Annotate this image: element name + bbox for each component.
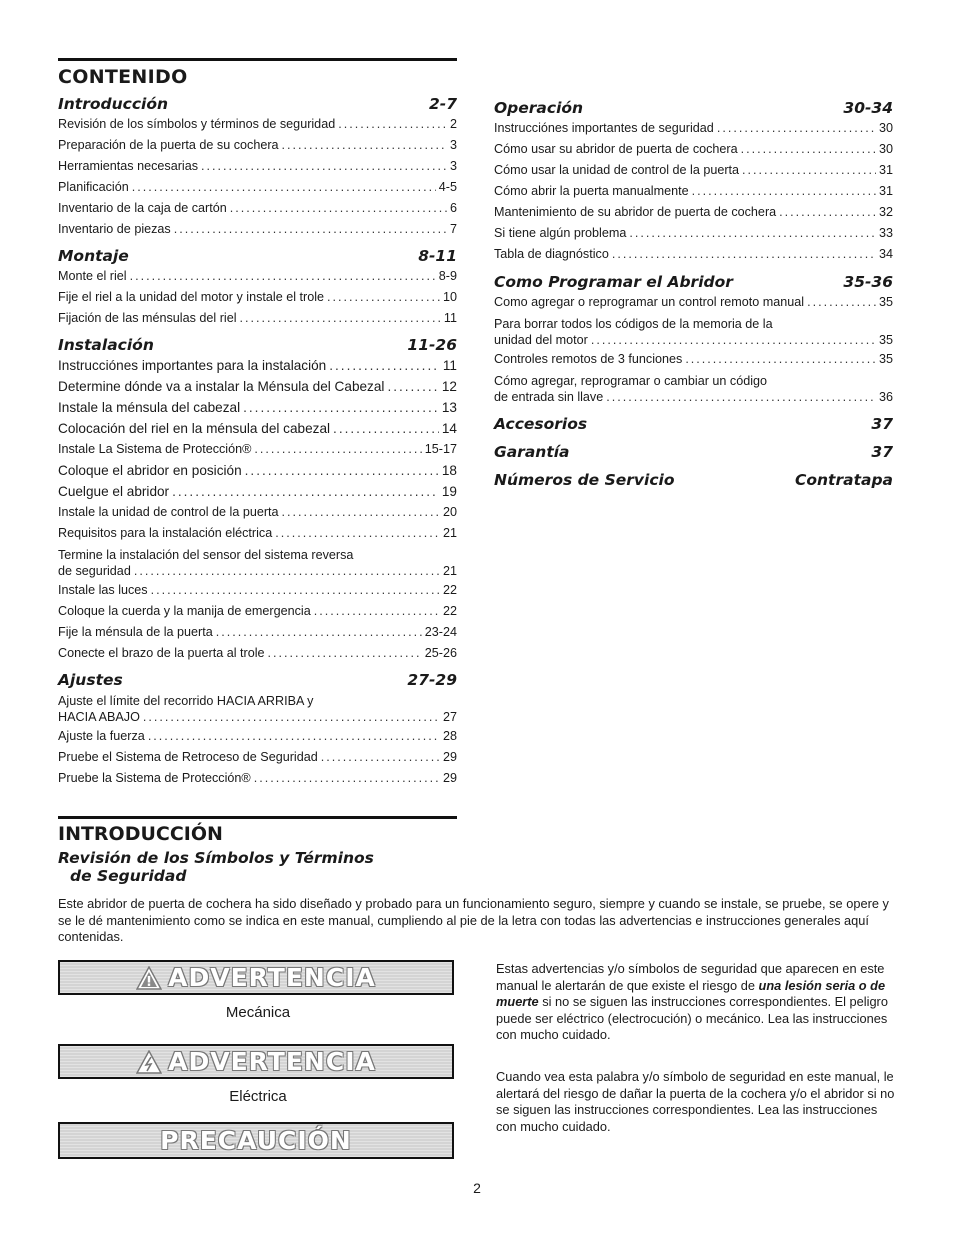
toc-entry (58, 418, 457, 439)
toc-entry-title: Cómo usar su abridor de puerta de cochera (494, 142, 738, 156)
dot-leader (807, 292, 876, 313)
toc-entry-page: 15-17 (424, 442, 457, 456)
toc-entry-page: 31 (878, 163, 893, 177)
dot-leader (742, 160, 876, 181)
toc-entry-page: 3 (449, 138, 457, 152)
dot-leader (243, 397, 439, 418)
toc-entry-page: 2 (449, 117, 457, 131)
toc-entry-page: 33 (878, 226, 893, 240)
toc-entry (494, 332, 893, 349)
toc-entry-title: de seguridad (58, 564, 131, 578)
section-pages: Contratapa (795, 471, 893, 489)
toc-entry (58, 523, 457, 544)
section-pages: 2-7 (428, 95, 457, 113)
dot-leader (629, 223, 876, 244)
caution-explanation: Cuando vea esta palabra y/o símbolo de seguridad en este manual, le alertará del riesgo de dañar la puerta de la cochera y/o el abridor si no se siguen las instrucciones correspondientes. Lea las instrucciones con mucho cuidado. (496, 1069, 895, 1134)
section-title: Números de Servicio (494, 471, 675, 489)
toc-entry (58, 376, 457, 397)
toc-entry-title: Instale la unidad de control de la puerta (58, 505, 279, 519)
toc-entry (58, 502, 457, 523)
toc-entry (58, 219, 457, 240)
toc-entry-title: Preparación de la puerta de su cochera (58, 138, 279, 152)
toc-entry (58, 747, 457, 768)
dot-leader (240, 308, 441, 329)
toc-entry (58, 439, 457, 460)
section-heading (58, 670, 457, 690)
toc-entry (58, 580, 457, 601)
toc-entry (494, 349, 893, 370)
contents-left-column (58, 58, 457, 789)
warning-text-a: Estas advertencias y/o símbolos de seguridad que aparecen en este manual le alertarán de que existe el riesgo de (496, 961, 885, 993)
intro-paragraph: Este abridor de puerta de cochera ha sido diseñado y probado para un funcionamiento seguro, siempre y cuando se instale, se pruebe, se opere y se le dé mantenimiento como se indica en este manual, cumpliendo al pie de la letra con todas las advertencias e instrucciones generales aquí contenidas. (58, 896, 889, 944)
warning-text-b: si no se siguen las instrucciones correspondientes. El peligro puede ser eléctrico (electrocución) o mecánico. Lea las instrucciones con mucho cuidado. (496, 994, 888, 1042)
contents-right-column (494, 92, 893, 490)
dot-leader (254, 439, 421, 460)
toc-entry-title: Monte el riel (58, 269, 127, 283)
toc-entry (58, 156, 457, 177)
section-heading (494, 272, 893, 292)
section-title: Ajustes (58, 671, 123, 689)
toc-entry-page: 34 (878, 247, 893, 261)
warning-sign-mechanical (58, 960, 454, 995)
dot-leader (606, 389, 876, 406)
right-sections (494, 98, 893, 490)
toc-entry-title: Mantenimiento de su abridor de puerta de cochera (494, 205, 777, 219)
toc-entry-title: Pruebe el Sistema de Retroceso de Seguridad (58, 750, 318, 764)
toc-entry-title: Coloque el abridor en posición (58, 463, 242, 478)
toc-entry (494, 389, 893, 406)
dot-leader (717, 118, 876, 139)
dot-leader (327, 287, 440, 308)
toc-entry-page: 32 (878, 205, 893, 219)
dot-leader (148, 726, 440, 747)
section-title: Introducción (58, 95, 169, 113)
toc-entry (58, 643, 457, 664)
section-pages: 35-36 (843, 273, 893, 291)
dot-leader (321, 747, 440, 768)
intro-subtitle-line2: de Seguridad (70, 867, 187, 885)
toc-entry-title: Coloque la cuerda y la manija de emergencia (58, 604, 311, 618)
toc-entry-page: 25-26 (424, 646, 457, 660)
toc-entry-title: Tabla de diagnóstico (494, 247, 609, 261)
toc-entry (58, 768, 457, 789)
toc-entry-page: 27 (442, 710, 457, 724)
contents-title: CONTENIDO (58, 66, 188, 88)
section-heading (494, 442, 893, 462)
toc-entry (494, 181, 893, 202)
dot-leader (329, 355, 440, 376)
dot-leader (151, 580, 440, 601)
toc-entry-line1: Termine la instalación del sensor del sistema reversa (58, 548, 354, 562)
dot-leader (612, 244, 876, 265)
dot-leader (314, 601, 440, 622)
toc-entry-page: 4-5 (438, 180, 457, 194)
toc-entry-title: Planificación (58, 180, 129, 194)
dot-leader (387, 376, 438, 397)
toc-entry (58, 397, 457, 418)
toc-entry (58, 177, 457, 198)
toc-entry-page: 22 (442, 604, 457, 618)
toc-entry (58, 308, 457, 329)
section-pages: 30-34 (843, 99, 893, 117)
toc-entry-page: 30 (878, 142, 893, 156)
toc-entry-page: 29 (442, 771, 457, 785)
toc-entry-title: Inventario de la caja de cartón (58, 201, 227, 215)
toc-entry (58, 709, 457, 726)
section-title: Como Programar el Abridor (494, 273, 733, 291)
dot-leader (172, 481, 439, 502)
toc-entry-page: 19 (441, 484, 457, 499)
dot-leader (333, 418, 439, 439)
toc-entry (494, 202, 893, 223)
toc-entry-line1: Ajuste el límite del recorrido HACIA ARRIBA y (58, 694, 314, 708)
warning-word: ADVERTENCIA (168, 963, 376, 992)
toc-entry-title: Pruebe la Sistema de Protección® (58, 771, 251, 785)
toc-entry (494, 223, 893, 244)
toc-entry-title: Inventario de piezas (58, 222, 171, 236)
section-title: Instalación (58, 336, 154, 354)
toc-entry-page: 8-9 (438, 269, 457, 283)
toc-entry-title: Fije el riel a la unidad del motor y instale el trole (58, 290, 324, 304)
dot-leader (143, 709, 440, 726)
dot-leader (134, 563, 440, 580)
dot-leader (741, 139, 876, 160)
toc-entry-page: 35 (878, 352, 893, 366)
section-title: Operación (494, 99, 584, 117)
caution-word: PRECAUCIÓN (160, 1126, 352, 1155)
section-pages: 27-29 (407, 671, 457, 689)
toc-entry-page: 3 (449, 159, 457, 173)
toc-entry-title: Cómo usar la unidad de control de la puerta (494, 163, 740, 177)
toc-entry (58, 135, 457, 156)
toc-entry (58, 622, 457, 643)
toc-entry-page: 28 (442, 729, 457, 743)
toc-entry-title: Colocación del riel en la ménsula del cabezal (58, 421, 331, 436)
toc-entry (494, 139, 893, 160)
dot-leader (216, 622, 422, 643)
dot-leader (275, 523, 440, 544)
toc-entry-title: Instale La Sistema de Protección® (58, 442, 252, 456)
toc-entry-page: 31 (878, 184, 893, 198)
toc-entry-title: Revisión de los símbolos y términos de seguridad (58, 117, 336, 131)
toc-entry (58, 355, 457, 376)
toc-entry (58, 563, 457, 580)
section-title: Garantía (494, 443, 570, 461)
toc-entry-title: Cuelgue el abridor (58, 484, 170, 499)
toc-entry-page: 11 (443, 311, 457, 325)
toc-entry-title: Conecte el brazo de la puerta al trole (58, 646, 265, 660)
toc-entry-title: Instale las luces (58, 583, 148, 597)
section-heading (58, 335, 457, 355)
toc-entry-page: 35 (878, 333, 893, 347)
toc-entry-title: Herramientas necesarias (58, 159, 198, 173)
toc-entry-title: Instrucciónes importantes de seguridad (494, 121, 714, 135)
toc-entry-title: Instrucciónes importantes para la instalación (58, 358, 327, 373)
warning-word: ADVERTENCIA (168, 1047, 376, 1076)
toc-entry-title: Controles remotos de 3 funciones (494, 352, 683, 366)
intro-title: INTRODUCCIÓN (58, 823, 223, 845)
page-number: 2 (473, 1180, 481, 1196)
caption-electrical: Eléctrica (229, 1088, 287, 1105)
dot-leader (230, 198, 447, 219)
toc-entry (494, 160, 893, 181)
warning-triangle-icon (136, 966, 162, 990)
intro-header (58, 816, 457, 885)
dot-leader (685, 349, 876, 370)
caption-mechanical: Mecánica (225, 1004, 291, 1021)
dot-leader (282, 135, 447, 156)
toc-entry-title: HACIA ABAJO (58, 710, 140, 724)
dot-leader (779, 202, 876, 223)
toc-entry-title: Instale la ménsula del cabezal (58, 400, 241, 415)
intro-subtitle-line1: Revisión de los Símbolos y Términos (58, 849, 374, 867)
toc-entry-page: 30 (878, 121, 893, 135)
section-heading (494, 470, 893, 490)
left-sections (58, 94, 457, 789)
section-heading (494, 98, 893, 118)
toc-entry-title: Fije la ménsula de la puerta (58, 625, 213, 639)
toc-entry (58, 601, 457, 622)
toc-entry-page: 18 (441, 463, 457, 478)
toc-entry-title: Si tiene algún problema (494, 226, 627, 240)
top-rule (58, 58, 457, 61)
toc-entry-page: 21 (442, 564, 457, 578)
section-heading (494, 414, 893, 434)
dot-leader (692, 181, 876, 202)
toc-entry (58, 481, 457, 502)
toc-entry-title: Cómo abrir la puerta manualmente (494, 184, 689, 198)
toc-entry-page: 12 (441, 379, 457, 394)
electrical-hazard-icon (136, 1050, 162, 1074)
intro-rule (58, 816, 457, 819)
caution-sign (58, 1122, 454, 1159)
toc-entry-page: 23-24 (424, 625, 457, 639)
toc-entry-title: de entrada sin llave (494, 390, 604, 404)
intro-subtitle (58, 849, 457, 885)
toc-entry-title: Determine dónde va a instalar la Ménsula del Cabezal (58, 379, 385, 394)
toc-entry-page: 10 (442, 290, 457, 304)
toc-entry-line1: Para borrar todos los códigos de la memoria de la (494, 317, 773, 331)
toc-entry-page: 36 (878, 390, 893, 404)
warning-sign-electrical (58, 1044, 454, 1079)
toc-entry (494, 244, 893, 265)
dot-leader (338, 114, 447, 135)
dot-leader (201, 156, 447, 177)
toc-entry (58, 460, 457, 481)
toc-entry-page: 6 (449, 201, 457, 215)
toc-entry-page: 20 (442, 505, 457, 519)
toc-entry-title: Ajuste la fuerza (58, 729, 145, 743)
dot-leader (282, 502, 440, 523)
dot-leader (130, 266, 436, 287)
warning-explanation (496, 961, 900, 1044)
toc-entry-page: 21 (442, 526, 457, 540)
toc-entry (494, 292, 893, 313)
toc-entry (58, 726, 457, 747)
dot-leader (174, 219, 447, 240)
dot-leader (245, 460, 439, 481)
toc-entry-title: Requisitos para la instalación eléctrica (58, 526, 273, 540)
toc-entry-page: 11 (442, 358, 457, 373)
toc-entry-page: 14 (441, 421, 457, 436)
toc-entry-page: 7 (449, 222, 457, 236)
toc-entry-page: 29 (442, 750, 457, 764)
section-heading (58, 246, 457, 266)
section-pages: 37 (871, 415, 893, 433)
section-title: Accesorios (494, 415, 588, 433)
section-pages: 11-26 (407, 336, 457, 354)
toc-entry (58, 114, 457, 135)
toc-entry-title: unidad del motor (494, 333, 588, 347)
toc-entry-page: 13 (441, 400, 457, 415)
dot-leader (254, 768, 440, 789)
section-pages: 8-11 (418, 247, 457, 265)
section-pages: 37 (871, 443, 893, 461)
toc-entry (58, 198, 457, 219)
section-heading (58, 94, 457, 114)
dot-leader (591, 332, 876, 349)
section-title: Montaje (58, 247, 129, 265)
toc-entry (494, 118, 893, 139)
toc-entry-line1: Cómo agregar, reprogramar o cambiar un código (494, 374, 768, 388)
toc-entry-title: Fijación de las ménsulas del riel (58, 311, 237, 325)
toc-entry-page: 35 (878, 295, 893, 309)
toc-entry-title: Como agregar o reprogramar un control remoto manual (494, 295, 805, 309)
toc-entry-page: 22 (442, 583, 457, 597)
toc-entry (58, 266, 457, 287)
toc-entry (58, 287, 457, 308)
dot-leader (132, 177, 436, 198)
warning-text-emphasis: una lesión seria o de muerte (496, 977, 886, 1009)
dot-leader (268, 643, 422, 664)
